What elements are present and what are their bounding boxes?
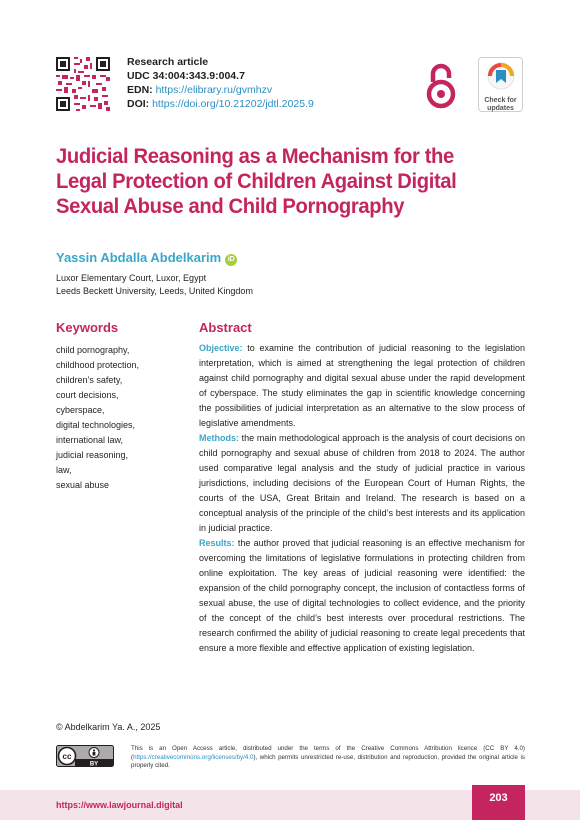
abstract-body bbox=[199, 341, 525, 656]
copyright-notice: © Abdelkarim Ya. A., 2025 bbox=[56, 722, 161, 732]
cc-badge-text: cc bbox=[62, 752, 72, 761]
check-updates-icon bbox=[487, 62, 515, 90]
article-type: Research article bbox=[127, 56, 209, 68]
edn-label: EDN: bbox=[127, 84, 153, 96]
abstract-methods: Methods: the main methodological approach is the analysis of court decisions on child pornography and sexual abuse of children from 2018 to 2024. The author used comparative legal analysis and the study of judicial practice in various jurisdictions, including decisions of the European Court of Human Rights, the courts of the USA, Great Britain and Ireland. The research is based on a conceptual analysis of the principle of the child’s best interests and its application in judicial practice. bbox=[199, 433, 525, 533]
keywords-list bbox=[56, 343, 139, 493]
author-name: Yassin Abdalla Abdelkarim iD bbox=[56, 250, 237, 266]
author-affiliations bbox=[56, 272, 253, 298]
keyword-item: child pornography, bbox=[56, 345, 130, 355]
keywords-heading: Keywords bbox=[56, 320, 119, 335]
check-updates-label: Check for updates bbox=[484, 97, 517, 112]
objective-label: Objective: bbox=[199, 343, 243, 353]
page-number: 203 bbox=[472, 785, 525, 820]
results-label: Results: bbox=[199, 538, 235, 548]
edn-link[interactable]: https://elibrary.ru/gvmhzv bbox=[155, 84, 273, 96]
license-statement: This is an Open Access article, distributed under the terms of the Creative Commons Attribution licence (CC BY 4.0) (https://creativecommons.org/licenses/by/4.0), which permits unrestricted re-use, distribution and reproduction, provided the original article is properly cited. bbox=[131, 745, 525, 770]
article-title: Judicial Reasoning as a Mechanism for the Legal Protection of Children Against Digital Sexual Abuse and Child Pornography bbox=[56, 144, 457, 218]
keyword-item: law, bbox=[56, 465, 72, 475]
license-link[interactable]: https://creativecommons.org/licenses/by/4.0 bbox=[133, 753, 254, 761]
keyword-item: judicial reasoning, bbox=[56, 450, 129, 460]
abstract-results: Results: the author proved that judicial reasoning is an effective mechanism for overcoming the limitations of legislative formulations in protecting children from online exploitation. The key areas of judicial reasoning were identified: the expansion of the child pornography concept, the inclusion of contactless forms of sexual abuse, the use of digital technologies to collect evidence, and the priority of the concept of the child’s best interests over procedural restrictions. The research confirmed the ability of judicial reasoning to create legal precedents that ensure a more flexible and effective application of existing legislation. bbox=[199, 538, 525, 653]
abstract-objective: Objective: to examine the contribution of judicial reasoning to the legislation interpretation, which is aimed at strengthening the legal protection of children against child pornography and digital sexual abuse under the rapid development of cyberspace. The study eliminates the gap in scientific knowledge concerning the possibilities of judicial interpretation as an alternative to the slow process of legislative amendments. bbox=[199, 343, 525, 428]
by-badge-text: BY bbox=[89, 761, 99, 767]
keyword-item: children’s safety, bbox=[56, 375, 123, 385]
article-metadata bbox=[127, 55, 314, 111]
cc-by-license-icon[interactable] bbox=[56, 745, 114, 767]
qr-code-icon bbox=[56, 57, 110, 111]
doi-label: DOI: bbox=[127, 98, 150, 110]
journal-url-link[interactable]: https://www.lawjournal.digital bbox=[56, 800, 183, 810]
keyword-item: court decisions, bbox=[56, 390, 119, 400]
keyword-item: sexual abuse bbox=[56, 480, 110, 490]
keyword-item: childhood protection, bbox=[56, 360, 140, 370]
keyword-item: digital technologies, bbox=[56, 420, 136, 430]
check-for-updates-button[interactable] bbox=[478, 57, 523, 112]
udc-code: UDC 34:004:343.9:004.7 bbox=[127, 70, 245, 82]
methods-label: Methods: bbox=[199, 433, 239, 443]
affiliation: Leeds Beckett University, Leeds, United Kingdom bbox=[56, 286, 253, 296]
open-access-icon bbox=[424, 60, 458, 110]
affiliation: Luxor Elementary Court, Luxor, Egypt bbox=[56, 273, 207, 283]
keyword-item: cyberspace, bbox=[56, 405, 105, 415]
abstract-heading: Abstract bbox=[199, 320, 252, 335]
orcid-icon[interactable]: iD bbox=[225, 254, 237, 266]
keyword-item: international law, bbox=[56, 435, 124, 445]
doi-link[interactable]: https://doi.org/10.21202/jdtl.2025.9 bbox=[152, 98, 314, 110]
